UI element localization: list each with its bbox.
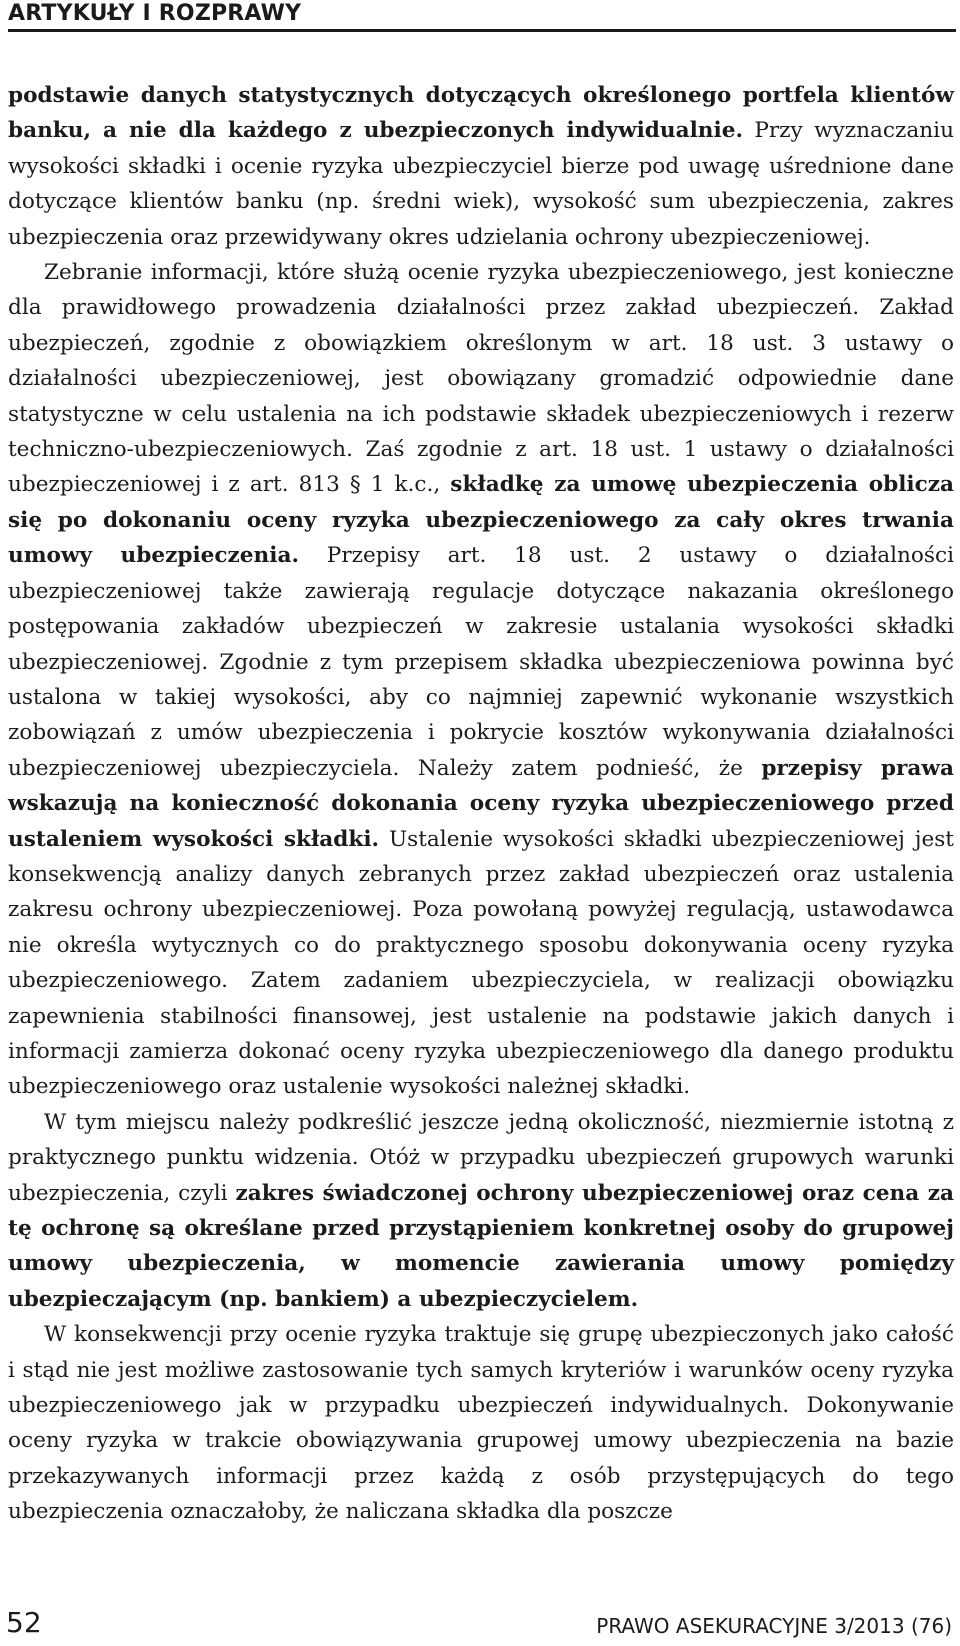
- paragraph: [8, 1317, 954, 1529]
- text-run: W konsekwencji przy ocenie ryzyka traktuje się grupę ubezpieczonych jako całość i stąd nie jest możliwe zastosowanie tych samych kryteriów i warunków oceny ryzyka ubezpieczeniowego jak w przypadku ubezpieczeń indywidualnych. Dokonywanie oceny ryzyka w trakcie obowiązywania grupowej umowy ubezpieczenia na bazie przekazywanych informacji przez każdą z osób przystępujących do tego ubezpieczenia oznaczałoby, że naliczana składka dla poszcze: [8, 1322, 954, 1525]
- text-run: Przepisy art. 18 ust. 2 ustawy o działalności ubezpieczeniowej także zawierają regulacje dotyczące nakazania określonego postępowania zakładów ubezpieczeń w zakresie ustalania wysokości składki ubezpieczeniowej. Zgodnie z tym przepisem składka ubezpieczeniowa powinna być ustalona w takiej wysokości, aby co najmniej zapewnić wykonanie wszystkich zobowiązań z umów ubezpieczenia i pokrycie kosztów wykonywania działalności ubezpieczeniowej ubezpieczyciela. Należy zatem podnieść, że: [8, 543, 954, 781]
- bold-text-run: składkę za umowę ubezpieczenia oblicza się po dokonaniu oceny ryzyka ubezpieczeniowego za cały okres trwania umowy ubezpieczenia.: [8, 472, 954, 569]
- bold-text-run: przepisy prawa wskazują na konieczność dokonania oceny ryzyka ubezpieczeniowego przed ustaleniem wysokości składki.: [8, 755, 954, 852]
- text-run: Zebranie informacji, które służą ocenie ryzyka ubezpieczeniowego, jest konieczne dla prawidłowego prowadzenia działalności przez zakład ubezpieczeń. Zakład ubezpieczeń, zgodnie z obowiązkiem określonym w art. 18 ust. 3 ustawy o działalności ubezpieczeniowej, jest obowiązany gromadzić odpowiednie dane statystyczne w celu ustalenia na ich podstawie składek ubezpieczeniowych i rezerw techniczno-ubezpieczeniowych. Zaś zgodnie z art. 18 ust. 1 ustawy o działalności ubezpieczeniowej i z art. 813 § 1 k.c.,: [8, 260, 954, 498]
- text-run: Przy wyznaczaniu wysokości składki i ocenie ryzyka ubezpieczyciel bierze pod uwagę uśrednione dane dotyczące klientów banku (np. średni wiek), wysokość sum ubezpieczenia, zakres ubezpieczenia oraz przewidywany okres udzielania ochrony ubezpieczeniowej.: [8, 118, 954, 250]
- bold-text-run: podstawie danych statystycznych dotyczących określonego portfela klientów banku, a nie dla każdego z ubezpieczonych indywidualnie.: [8, 83, 954, 144]
- journal-info: PRAWO ASEKURACYJNE 3/2013 (76): [596, 1614, 952, 1638]
- article-body: [8, 78, 954, 1530]
- page-footer: [0, 1604, 960, 1646]
- text-run: W tym miejscu należy podkreślić jeszcze jedną okoliczność, niezmiernie istotną z praktycznego punktu widzenia. Otóż w przypadku ubezpieczeń grupowych warunki ubezpieczenia, czyli: [8, 1109, 954, 1206]
- page-number: 52: [6, 1606, 42, 1639]
- header-rule: [8, 29, 956, 32]
- section-title: ARTYKUŁY I ROZPRAWY: [8, 1, 302, 26]
- page-header: [8, 0, 956, 30]
- paragraph: [8, 255, 954, 1105]
- text-run: Ustalenie wysokości składki ubezpieczeniowej jest konsekwencją analizy danych zebranych przez zakład ubezpieczeń oraz ustalenia zakresu ochrony ubezpieczeniowej. Poza powołaną powyżej regulacją, ustawodawca nie określa wytycznych co do praktycznego sposobu dokonywania oceny ryzyka ubezpieczeniowego. Zatem zadaniem ubezpieczyciela, w realizacji obowiązku zapewnienia stabilności finansowej, jest ustalenie na podstawie jakich danych i informacji zamierza dokonać oceny ryzyka ubezpieczeniowego dla danego produktu ubezpieczeniowego oraz ustalenie wysokości należnej składki.: [8, 826, 954, 1100]
- bold-text-run: zakres świadczonej ochrony ubezpieczeniowej oraz cena za tę ochronę są określane przed przystąpieniem konkretnej osoby do grupowej umowy ubezpieczenia, w momencie zawierania umowy pomiędzy ubezpieczającym (np. bankiem) a ubezpieczycielem.: [8, 1180, 954, 1312]
- paragraph: [8, 1105, 954, 1317]
- paragraph: [8, 78, 954, 255]
